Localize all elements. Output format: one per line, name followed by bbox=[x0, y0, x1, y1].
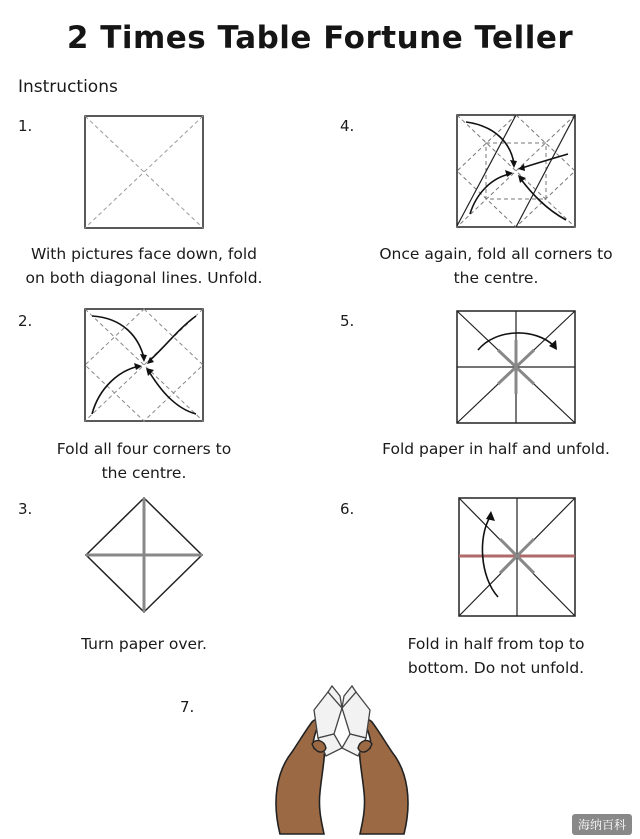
step-1-caption bbox=[0, 242, 288, 290]
step-5-number: 5. bbox=[340, 312, 355, 330]
step-2-number: 2. bbox=[18, 312, 33, 330]
step-4-number: 4. bbox=[340, 117, 355, 135]
step-6-caption-line-1: Fold in half from top to bbox=[407, 635, 585, 653]
step-3-diagram bbox=[84, 496, 204, 614]
step-2-caption bbox=[0, 437, 288, 485]
step-1-caption-line-1: With pictures face down, fold bbox=[31, 245, 257, 263]
watermark-logo-icon bbox=[444, 815, 462, 833]
step-5-caption bbox=[352, 437, 640, 461]
page-title: 2 Times Table Fortune Teller bbox=[66, 20, 574, 56]
step-1-caption-line-2: on both diagonal lines. Unfold. bbox=[25, 269, 263, 287]
step-4-caption bbox=[352, 242, 640, 290]
step-3-caption-line-1: Turn paper over. bbox=[81, 635, 207, 653]
step-3-caption bbox=[0, 632, 288, 656]
watermark-text: 海纳百科 bbox=[572, 814, 632, 835]
instructions-heading: Instructions bbox=[18, 77, 118, 97]
step-6-caption bbox=[352, 632, 640, 680]
step-3-number: 3. bbox=[18, 500, 33, 518]
step-4-diagram bbox=[456, 114, 576, 228]
step-6-diagram bbox=[458, 497, 576, 617]
step-2-caption-line-2: the centre. bbox=[101, 464, 187, 482]
step-4-caption-line-2: the centre. bbox=[453, 269, 539, 287]
step-7-number: 7. bbox=[180, 698, 195, 716]
step-5-caption-line-1: Fold paper in half and unfold. bbox=[382, 440, 610, 458]
step-2-caption-line-1: Fold all four corners to bbox=[56, 440, 232, 458]
step-1-diagram bbox=[84, 115, 204, 229]
step-5-diagram bbox=[456, 310, 576, 424]
step-6-number: 6. bbox=[340, 500, 355, 518]
step-1-number: 1. bbox=[18, 117, 33, 135]
step-6-caption-line-2: bottom. Do not unfold. bbox=[407, 659, 585, 677]
step-7-hands-illustration bbox=[262, 682, 422, 834]
step-4-caption-line-1: Once again, fold all corners to bbox=[379, 245, 613, 263]
step-2-diagram bbox=[84, 308, 204, 422]
